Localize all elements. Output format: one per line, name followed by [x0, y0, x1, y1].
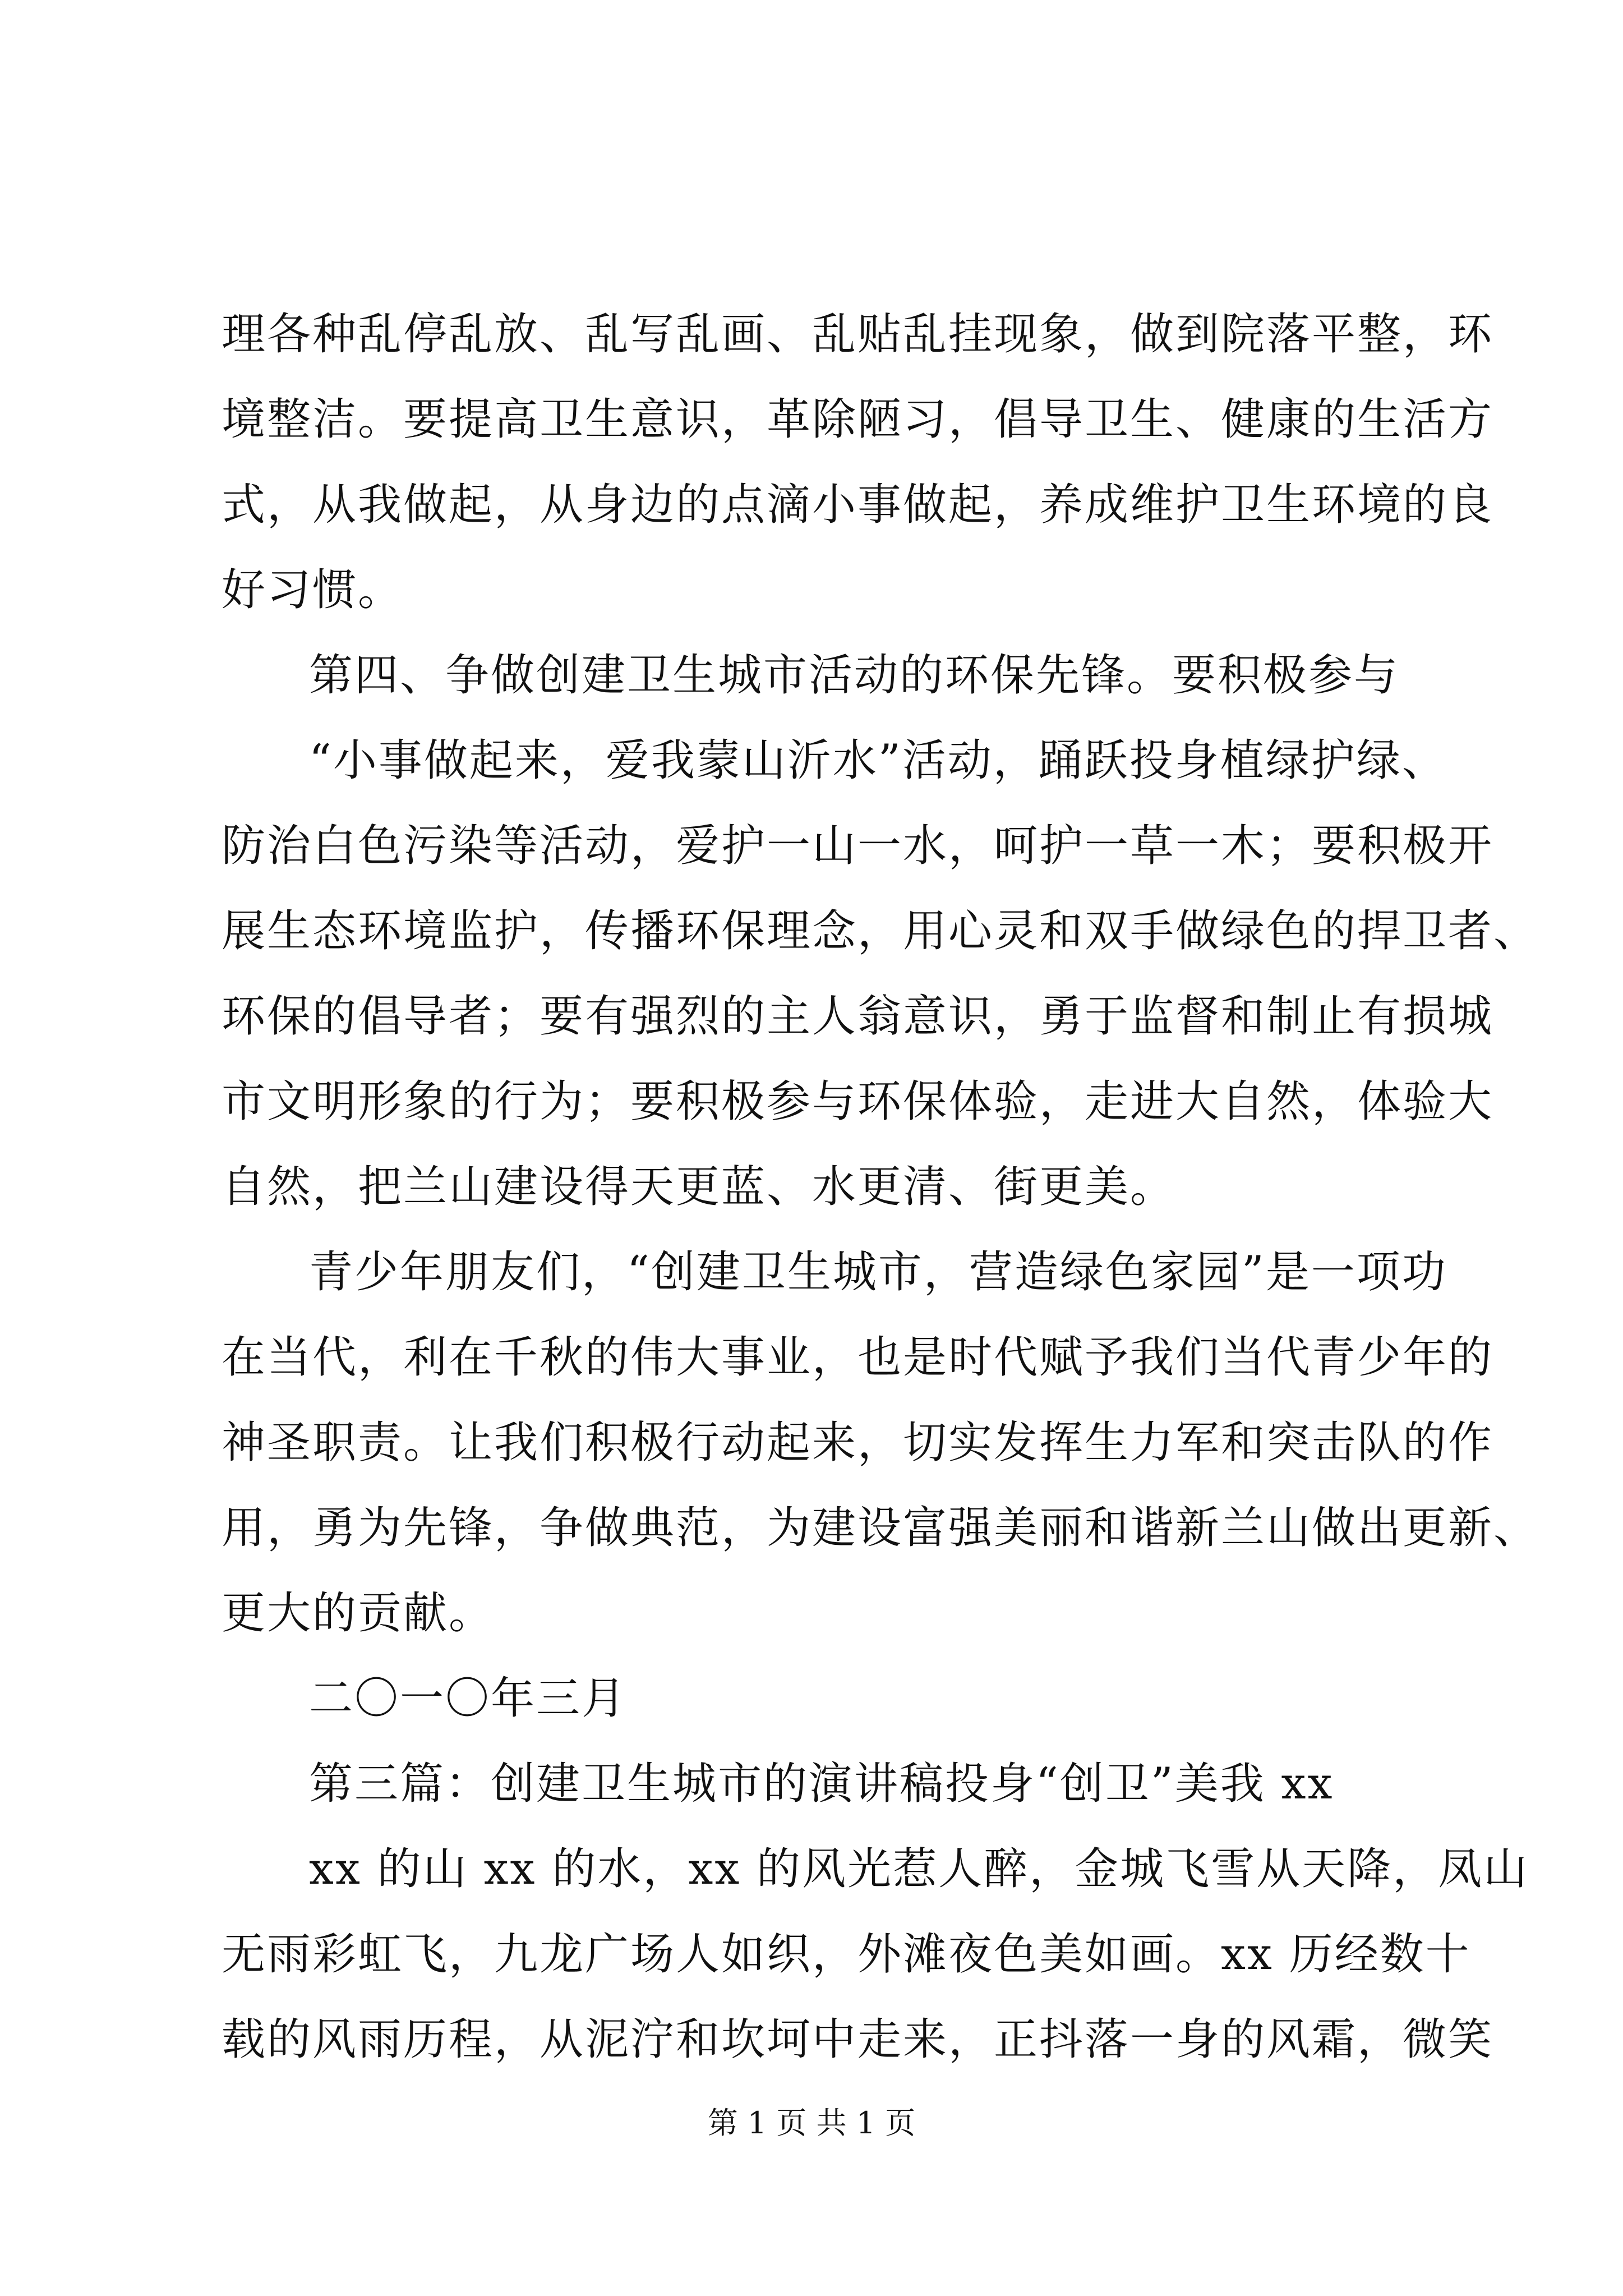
text-line-21: 载的风雨历程，从泥泞和坎坷中走来，正抖落一身的风霜，微笑: [222, 2014, 1494, 2065]
document-body: [222, 292, 1539, 2082]
text-line-15: 用，勇为先锋，争做典范，为建设富强美丽和谐新兰山做出更新、: [222, 1503, 1539, 1553]
text-line-16: 更大的贡献。: [222, 1588, 495, 1639]
section-title-third: 第三篇：创建卫生城市的演讲稿投身“创卫”美我 xx: [309, 1759, 1334, 1809]
text-line-11: 自然，把兰山建设得天更蓝、水更清、街更美。: [222, 1162, 1176, 1212]
paragraph-heading-fourth: 第四、争做创建卫生城市活动的环保先锋。要积极参与: [309, 650, 1400, 701]
paragraph-youth-friends: 青少年朋友们，“创建卫生城市，营造绿色家园”是一项功: [309, 1247, 1447, 1297]
text-line-3: 式，从我做起，从身边的点滴小事做起，养成维护卫生环境的良: [222, 480, 1494, 530]
text-line-13: 在当代，利在千秋的伟大事业，也是时代赋予我们当代青少年的: [222, 1332, 1494, 1383]
page-footer: 第 1 页 共 1 页: [707, 2105, 916, 2141]
text-line-8: 展生态环境监护，传播环保理念，用心灵和双手做绿色的捍卫者、: [222, 906, 1539, 956]
date-line: 二〇一〇年三月: [309, 1673, 628, 1724]
text-line-20: 无雨彩虹飞，九龙广场人如织，外滩夜色美如画。xx 历经数十: [222, 1929, 1471, 1980]
text-line-9: 环保的倡导者；要有强烈的主人翁意识，勇于监督和制止有损城: [222, 991, 1494, 1042]
text-line-10: 市文明形象的行为；要积极参与环保体验，走进大自然，体验大: [222, 1076, 1494, 1127]
text-line-14: 神圣职责。让我们积极行动起来，切实发挥生力军和突击队的作: [222, 1418, 1494, 1468]
text-line-2: 境整洁。要提高卫生意识，革除陋习，倡导卫生、健康的生活方: [222, 394, 1494, 445]
text-line-1: 理各种乱停乱放、乱写乱画、乱贴乱挂现象，做到院落平整，环: [222, 309, 1494, 360]
text-line-6: “小事做起来，爱我蒙山沂水”活动，踊跃投身植绿护绿、: [309, 735, 1447, 786]
text-line-4: 好习惯。: [222, 565, 404, 615]
text-line-19: xx 的山 xx 的水，xx 的风光惹人醉，金城飞雪从天降，凤山: [309, 1844, 1529, 1894]
text-line-7: 防治白色污染等活动，爱护一山一水，呵护一草一木；要积极开: [222, 821, 1494, 871]
